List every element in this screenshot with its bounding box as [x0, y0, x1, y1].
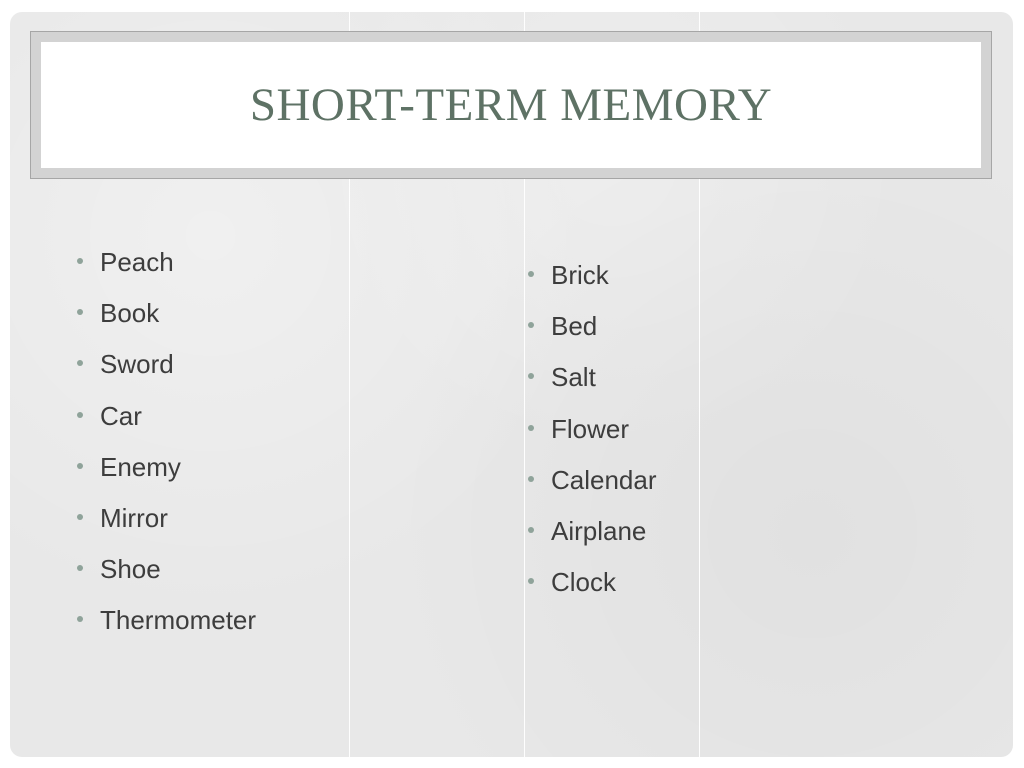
list-item-label: Airplane [551, 515, 647, 546]
bullet-icon [77, 616, 83, 622]
list-item [524, 363, 657, 414]
list-item [73, 606, 256, 657]
right-word-list [524, 261, 657, 619]
list-item [73, 453, 256, 504]
bullet-icon [528, 476, 534, 482]
list-item [524, 517, 657, 568]
bullet-icon [77, 258, 83, 264]
bullet-icon [528, 578, 534, 584]
list-item [73, 248, 256, 299]
slide-title: SHORT-TERM MEMORY [249, 79, 773, 131]
bullet-icon [77, 360, 83, 366]
list-item-label: Mirror [100, 502, 168, 533]
bullet-icon [77, 514, 83, 520]
bullet-icon [77, 565, 83, 571]
list-item [73, 299, 256, 350]
title-box [41, 42, 981, 168]
list-item-label: Car [100, 400, 142, 431]
bullet-icon [528, 271, 534, 277]
list-item-label: Peach [100, 247, 174, 277]
title-frame [30, 31, 992, 179]
list-item [524, 312, 657, 363]
list-item-label: Flower [551, 413, 630, 444]
list-item [524, 415, 657, 466]
list-item-label: Enemy [100, 451, 181, 482]
bullet-icon [528, 425, 534, 431]
list-item-label: Clock [551, 567, 617, 598]
list-item [73, 350, 256, 401]
bullet-icon [528, 527, 534, 533]
slide [10, 12, 1013, 757]
list-item [73, 402, 256, 453]
list-item-label: Salt [551, 362, 596, 393]
list-item [524, 568, 657, 619]
list-item [73, 555, 256, 606]
list-item-label: Calendar [551, 464, 657, 495]
list-item [524, 261, 657, 312]
list-item-label: Shoe [100, 554, 161, 585]
bullet-icon [528, 322, 534, 328]
list-item-label: Bed [551, 311, 598, 342]
bullet-icon [77, 463, 83, 469]
list-item-label: Thermometer [100, 605, 257, 636]
list-item-label: Sword [100, 349, 174, 380]
list-item-label: Brick [551, 260, 609, 290]
bullet-icon [528, 373, 534, 379]
bullet-icon [77, 309, 83, 315]
left-word-list [73, 248, 256, 658]
list-item-label: Book [100, 298, 160, 329]
bullet-icon [77, 412, 83, 418]
list-item [524, 466, 657, 517]
list-item [73, 504, 256, 555]
